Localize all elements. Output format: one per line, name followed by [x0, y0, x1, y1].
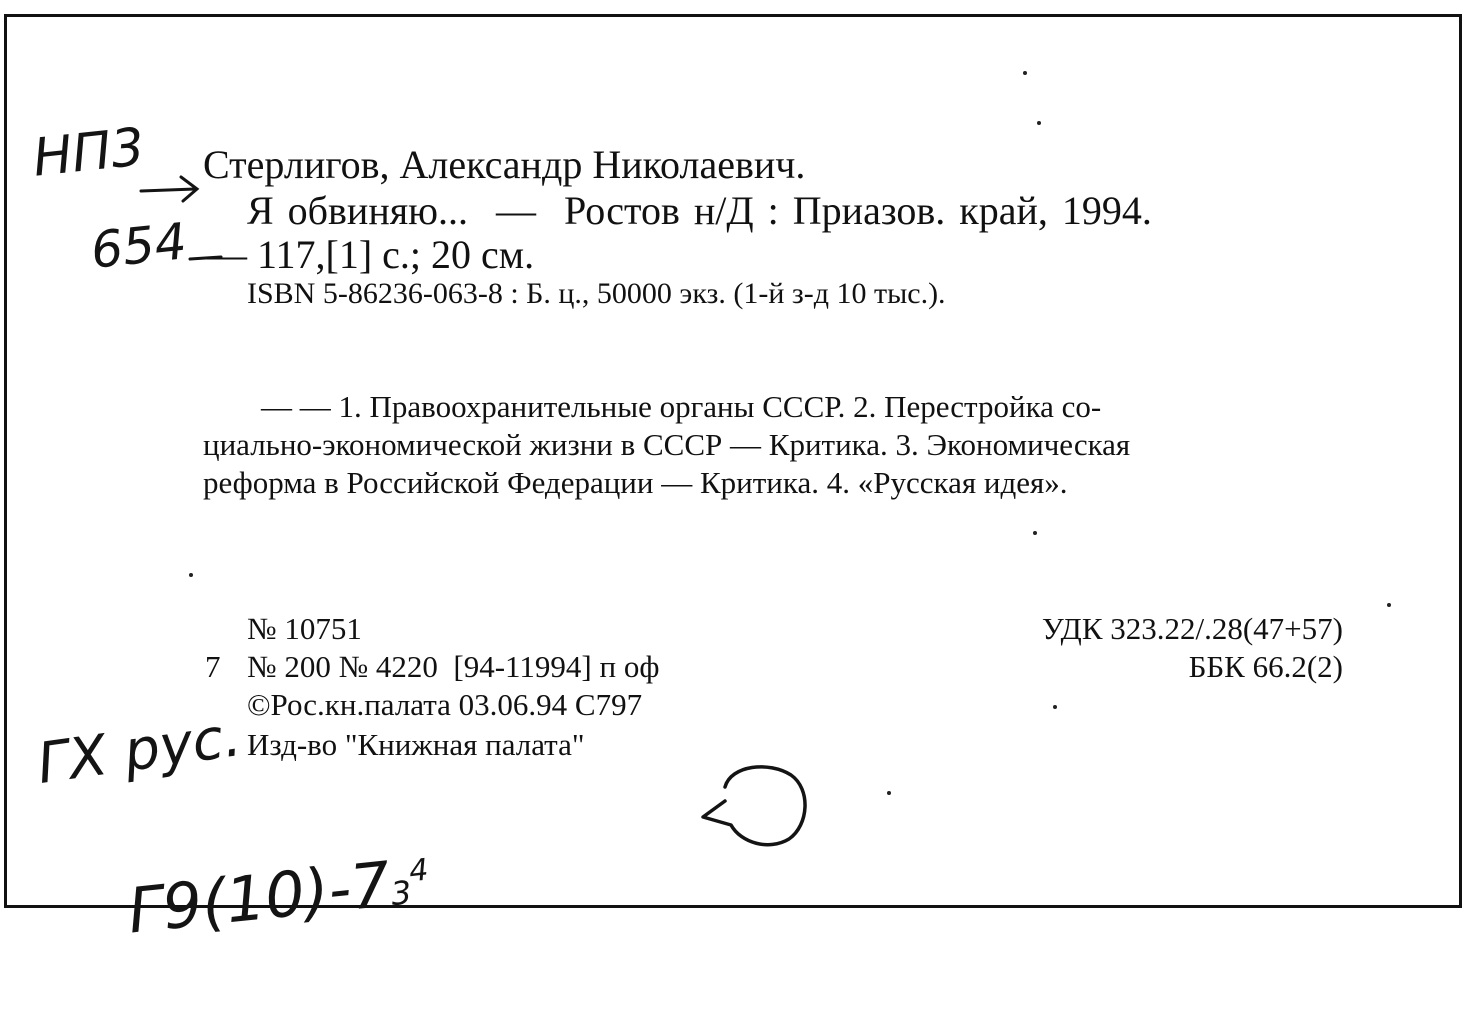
order-prefix: 7: [205, 649, 221, 684]
subject-line-2: циально-экономической жизни в СССР — Критика. 3. Экономическая: [203, 427, 1131, 462]
handwritten-code-top: НП3: [30, 117, 148, 189]
scan-speck: [887, 791, 891, 795]
title-imprint-line: Я обвиняю... — Ростов н/Д : Приазов. край, 1994.: [247, 188, 1152, 233]
shelf-mark-superscript: 4: [407, 852, 431, 890]
circle-mark-icon: [691, 747, 821, 857]
scan-speck: [189, 573, 193, 577]
shelf-mark-main: Г9(10)-7: [124, 847, 394, 948]
isbn-line: ISBN 5-86236-063-8 : Б. ц., 50000 экз. (1-й з-д 10 тыс.).: [247, 277, 946, 310]
scan-speck: [1033, 531, 1037, 535]
subject-line-1: — — 1. Правоохранительные органы СССР. 2. Перестройка со-: [261, 389, 1102, 424]
scan-speck: [1037, 121, 1041, 125]
udk-code: УДК 323.22/.28(47+57): [1041, 611, 1343, 646]
publisher-line: Изд-во "Книжная палата": [247, 727, 585, 762]
bbk-code: ББК 66.2(2): [1188, 649, 1343, 684]
copyright-line: ©Рос.кн.палата 03.06.94 С797: [247, 687, 643, 722]
scan-speck: [1387, 603, 1391, 607]
scan-speck: [1023, 71, 1027, 75]
handwritten-shelf-mark: [40, 788, 439, 1013]
shelf-mark-denominator: 3: [389, 873, 414, 914]
handwritten-classification: ГХ рус.: [33, 704, 246, 797]
subject-line-3: реформа в Российской Федерации — Критика. 4. «Русская идея».: [203, 465, 1068, 500]
scan-speck: [1053, 705, 1057, 709]
author-heading: Стерлигов, Александр Николаевич.: [203, 142, 806, 187]
handwritten-code-second: 654: [88, 212, 190, 280]
order-line: № 200 № 4220 [94-11994] п оф: [247, 649, 660, 684]
catalog-card: [4, 14, 1462, 948]
handwritten-arrow-icon: [137, 167, 207, 207]
pagination-line: — 117,[1] с.; 20 см.: [207, 232, 535, 277]
record-number: № 10751: [247, 611, 362, 646]
